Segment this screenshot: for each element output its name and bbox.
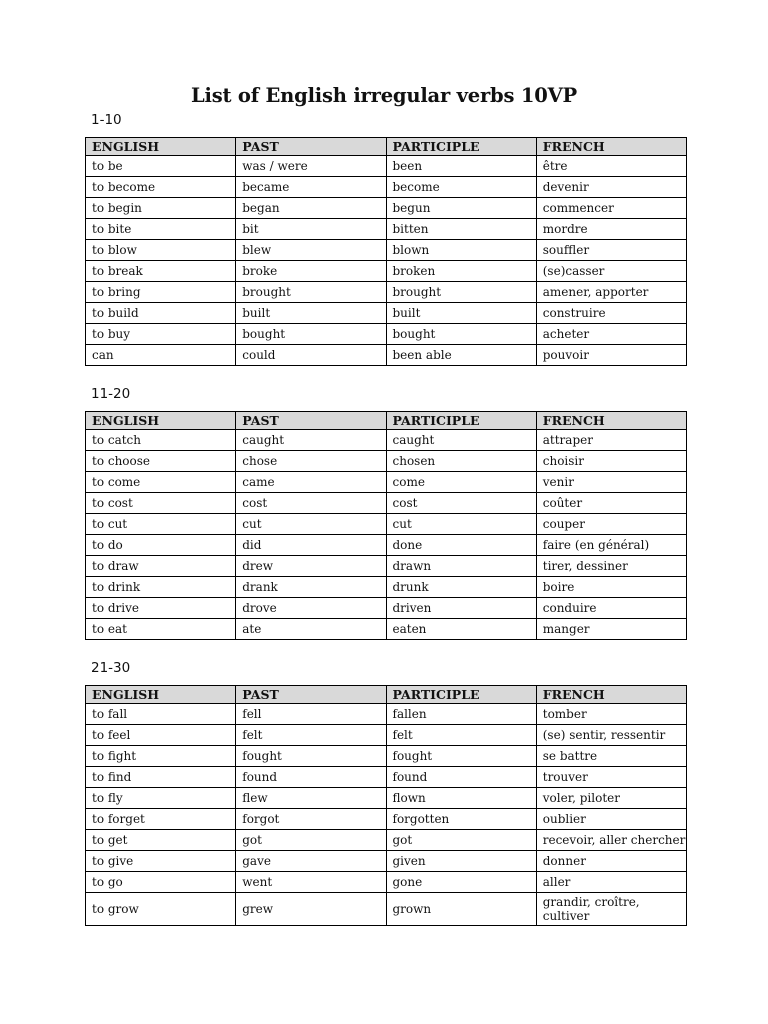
cell-french: donner [536, 851, 686, 872]
cell-participle: brought [386, 282, 536, 303]
cell-participle: eaten [386, 619, 536, 640]
cell-english: to be [86, 156, 236, 177]
cell-participle: built [386, 303, 536, 324]
cell-past: blew [236, 240, 386, 261]
cell-past: brought [236, 282, 386, 303]
cell-participle: become [386, 177, 536, 198]
cell-past: could [236, 345, 386, 366]
table-row [86, 514, 687, 535]
cell-participle: found [386, 767, 536, 788]
cell-english: to feel [86, 725, 236, 746]
table-row [86, 725, 687, 746]
cell-past: drove [236, 598, 386, 619]
table-row [86, 282, 687, 303]
cell-french: aller [536, 872, 686, 893]
cell-french: faire (en général) [536, 535, 686, 556]
section-label-1-10: 1-10 [91, 112, 122, 128]
cell-english: to fight [86, 746, 236, 767]
cell-english: to begin [86, 198, 236, 219]
cell-english: to blow [86, 240, 236, 261]
cell-past: chose [236, 451, 386, 472]
cell-past: found [236, 767, 386, 788]
table-row [86, 303, 687, 324]
cell-french: tirer, dessiner [536, 556, 686, 577]
table-header-row [86, 686, 687, 704]
cell-participle: blown [386, 240, 536, 261]
cell-english: to grow [86, 893, 236, 926]
cell-english: to get [86, 830, 236, 851]
cell-french: boire [536, 577, 686, 598]
cell-past: did [236, 535, 386, 556]
table-row [86, 746, 687, 767]
cell-past: was / were [236, 156, 386, 177]
cell-french: trouver [536, 767, 686, 788]
cell-participle: felt [386, 725, 536, 746]
table-row [86, 261, 687, 282]
cell-english: to break [86, 261, 236, 282]
cell-french: souffler [536, 240, 686, 261]
cell-past: bought [236, 324, 386, 345]
cell-french: commencer [536, 198, 686, 219]
column-header-english: ENGLISH [86, 412, 236, 430]
table-row [86, 872, 687, 893]
cell-past: broke [236, 261, 386, 282]
cell-french: choisir [536, 451, 686, 472]
cell-past: caught [236, 430, 386, 451]
cell-french: être [536, 156, 686, 177]
cell-english: to find [86, 767, 236, 788]
cell-participle: grown [386, 893, 536, 926]
cell-participle: got [386, 830, 536, 851]
cell-participle: chosen [386, 451, 536, 472]
table-row [86, 767, 687, 788]
column-header-french: FRENCH [536, 412, 686, 430]
table-row [86, 809, 687, 830]
cell-french: (se)casser [536, 261, 686, 282]
cell-english: to drink [86, 577, 236, 598]
cell-past: drank [236, 577, 386, 598]
cell-english: to choose [86, 451, 236, 472]
table-row [86, 219, 687, 240]
cell-french: amener, apporter [536, 282, 686, 303]
cell-english: to bring [86, 282, 236, 303]
table-row [86, 577, 687, 598]
cell-french: construire [536, 303, 686, 324]
table-header-row [86, 412, 687, 430]
table-row [86, 240, 687, 261]
cell-participle: forgotten [386, 809, 536, 830]
cell-past: felt [236, 725, 386, 746]
table-row [86, 472, 687, 493]
verb-table-1-10 [85, 137, 687, 366]
cell-participle: been able [386, 345, 536, 366]
table-row [86, 198, 687, 219]
table-row [86, 430, 687, 451]
table-row [86, 598, 687, 619]
table-header-row [86, 138, 687, 156]
cell-french: oublier [536, 809, 686, 830]
verb-table-11-20 [85, 411, 687, 640]
cell-participle: gone [386, 872, 536, 893]
cell-participle: bitten [386, 219, 536, 240]
cell-english: to buy [86, 324, 236, 345]
table-row [86, 893, 687, 926]
cell-english: to eat [86, 619, 236, 640]
cell-past: bit [236, 219, 386, 240]
cell-english: to fall [86, 704, 236, 725]
column-header-french: FRENCH [536, 138, 686, 156]
cell-past: went [236, 872, 386, 893]
cell-participle: drawn [386, 556, 536, 577]
cell-past: fought [236, 746, 386, 767]
cell-english: to give [86, 851, 236, 872]
cell-participle: done [386, 535, 536, 556]
cell-participle: fallen [386, 704, 536, 725]
cell-participle: bought [386, 324, 536, 345]
column-header-participle: PARTICIPLE [386, 686, 536, 704]
table-row [86, 535, 687, 556]
cell-french: manger [536, 619, 686, 640]
cell-english: to cost [86, 493, 236, 514]
column-header-english: ENGLISH [86, 138, 236, 156]
column-header-french: FRENCH [536, 686, 686, 704]
cell-english: to bite [86, 219, 236, 240]
cell-french: coûter [536, 493, 686, 514]
column-header-participle: PARTICIPLE [386, 412, 536, 430]
cell-participle: given [386, 851, 536, 872]
cell-participle: broken [386, 261, 536, 282]
table-row [86, 556, 687, 577]
cell-french: (se) sentir, ressentir [536, 725, 686, 746]
cell-english: to forget [86, 809, 236, 830]
verb-table-21-30 [85, 685, 687, 926]
cell-french: conduire [536, 598, 686, 619]
cell-past: gave [236, 851, 386, 872]
cell-past: ate [236, 619, 386, 640]
cell-past: became [236, 177, 386, 198]
cell-english: to drive [86, 598, 236, 619]
cell-past: got [236, 830, 386, 851]
cell-participle: come [386, 472, 536, 493]
cell-participle: cut [386, 514, 536, 535]
table-row [86, 156, 687, 177]
cell-english: to do [86, 535, 236, 556]
table-row [86, 451, 687, 472]
cell-english: to draw [86, 556, 236, 577]
cell-participle: flown [386, 788, 536, 809]
cell-french: se battre [536, 746, 686, 767]
table-row [86, 324, 687, 345]
cell-english: to go [86, 872, 236, 893]
table-row [86, 619, 687, 640]
page-title: List of English irregular verbs 10VP [191, 84, 577, 107]
cell-french: couper [536, 514, 686, 535]
cell-english: to become [86, 177, 236, 198]
cell-french: tomber [536, 704, 686, 725]
cell-past: cut [236, 514, 386, 535]
cell-participle: cost [386, 493, 536, 514]
cell-past: cost [236, 493, 386, 514]
table-row [86, 788, 687, 809]
cell-french: devenir [536, 177, 686, 198]
cell-english: to fly [86, 788, 236, 809]
cell-participle: drunk [386, 577, 536, 598]
cell-french: mordre [536, 219, 686, 240]
cell-past: drew [236, 556, 386, 577]
table-row [86, 493, 687, 514]
column-header-past: PAST [236, 686, 386, 704]
cell-participle: been [386, 156, 536, 177]
column-header-past: PAST [236, 138, 386, 156]
section-label-21-30: 21-30 [91, 660, 131, 676]
cell-participle: fought [386, 746, 536, 767]
cell-french: pouvoir [536, 345, 686, 366]
cell-french: attraper [536, 430, 686, 451]
table-row [86, 704, 687, 725]
cell-past: grew [236, 893, 386, 926]
cell-past: fell [236, 704, 386, 725]
column-header-past: PAST [236, 412, 386, 430]
cell-past: flew [236, 788, 386, 809]
cell-french: venir [536, 472, 686, 493]
cell-english: to come [86, 472, 236, 493]
cell-past: began [236, 198, 386, 219]
cell-participle: begun [386, 198, 536, 219]
cell-past: built [236, 303, 386, 324]
cell-french: grandir, croître, cultiver [536, 893, 686, 926]
cell-english: can [86, 345, 236, 366]
cell-participle: caught [386, 430, 536, 451]
cell-french: voler, piloter [536, 788, 686, 809]
cell-french: acheter [536, 324, 686, 345]
cell-french: recevoir, aller chercher [536, 830, 686, 851]
cell-english: to cut [86, 514, 236, 535]
cell-past: forgot [236, 809, 386, 830]
table-row [86, 345, 687, 366]
table-row [86, 851, 687, 872]
column-header-participle: PARTICIPLE [386, 138, 536, 156]
column-header-english: ENGLISH [86, 686, 236, 704]
cell-english: to build [86, 303, 236, 324]
section-label-11-20: 11-20 [91, 386, 131, 402]
table-row [86, 177, 687, 198]
cell-english: to catch [86, 430, 236, 451]
cell-participle: driven [386, 598, 536, 619]
table-row [86, 830, 687, 851]
cell-past: came [236, 472, 386, 493]
